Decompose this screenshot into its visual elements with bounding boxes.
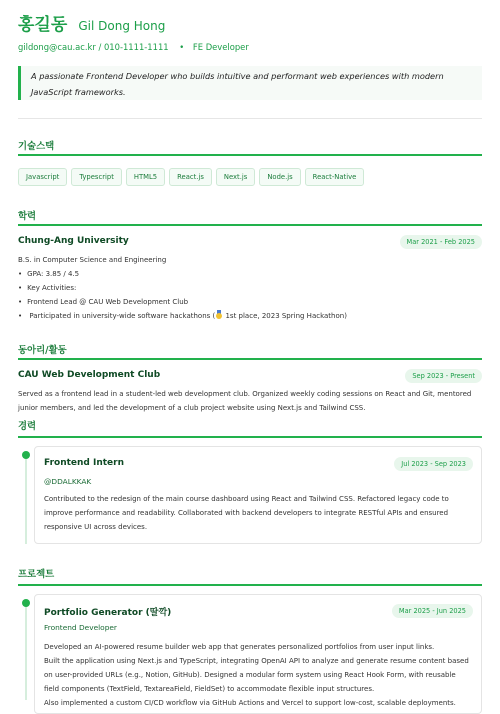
project-role: Frontend Developer	[44, 623, 117, 632]
skill-tag: HTML5	[126, 168, 165, 186]
experience-card	[34, 446, 482, 544]
project-description-line: Developed an AI-powered resume builder web app that generates personalized portfolios from user input links.	[44, 643, 435, 651]
header-divider	[18, 118, 482, 119]
skill-tag: React-Native	[305, 168, 365, 186]
project-card	[34, 594, 482, 714]
timeline-dot	[22, 599, 30, 607]
bullet-separator: •	[179, 42, 185, 52]
education-period-badge: Mar 2021 - Feb 2025	[400, 235, 482, 249]
experience-section-rule	[18, 436, 482, 438]
name-korean: 홍길동	[18, 15, 68, 35]
project-name: Portfolio Generator (딸깍)	[44, 608, 172, 618]
job-role: FE Developer	[192, 42, 249, 52]
skills-section-rule	[18, 154, 482, 156]
skill-tag: Next.js	[216, 168, 255, 186]
gpa-text: • GPA: 3.85 / 4.5	[18, 267, 79, 281]
skills-section-title: 기술스택	[18, 141, 55, 152]
contact-line	[18, 42, 249, 52]
club-section-rule	[18, 358, 482, 360]
skill-tag: Javascript	[18, 168, 67, 186]
activities-label: • Key Activities:	[18, 281, 76, 295]
experience-period-badge: Jul 2023 - Sep 2023	[394, 457, 473, 471]
activity-item	[18, 309, 347, 323]
education-section-rule	[18, 224, 482, 226]
project-description-line: Also implemented a custom CI/CD workflow via GitHub Actions and Vercel to support low-cost, scalable deployments.	[44, 699, 456, 707]
projects-section-rule	[18, 584, 482, 586]
club-section-title: 동아리/활동	[18, 345, 67, 356]
project-description-line: Built the application using Next.js and TypeScript, integrating OpenAI API to analyze and generate resume content based on user-provided URLs (e.g., Notion, GitHub). Designed a modular form system using React Hook Form, with reusable field components (TextField, TextareaField, FieldSet) to accommodate flexible input structures.	[44, 657, 469, 693]
club-period-badge: Sep 2023 - Present	[405, 369, 482, 383]
timeline-line	[25, 604, 27, 700]
school-name: Chung-Ang University	[18, 236, 129, 246]
timeline-line	[25, 456, 27, 544]
skills-list	[18, 164, 368, 186]
skill-tag: React.js	[169, 168, 212, 186]
projects-section-title: 프로젝트	[18, 569, 55, 580]
medal-icon	[215, 310, 223, 319]
company-name: @DDALKKAK	[44, 477, 92, 486]
contact-info[interactable]: gildong@cau.ac.kr / 010-1111-1111	[18, 42, 169, 52]
activity-text: 1st place, 2023 Spring Hackathon)	[223, 312, 347, 320]
experience-section-title: 경력	[18, 421, 37, 432]
skill-tag: Typescript	[71, 168, 122, 186]
education-section-title: 학력	[18, 211, 37, 222]
club-description: Served as a frontend lead in a student-led web development club. Organized weekly coding sessions on React and Git, mentored junior members, and led the development of a club project website using Next.js and Tailwind CSS.	[18, 390, 472, 412]
resume-header	[18, 10, 165, 35]
skill-tag: Node.js	[259, 168, 300, 186]
activity-item: • Frontend Lead @ CAU Web Development Club	[18, 295, 188, 309]
experience-description: Contributed to the redesign of the main course dashboard using React and Tailwind CSS. Refactored legacy code to improve performance and readability. Collaborated with backend developers to integrate RESTful APIs and ensured responsive UI across devices.	[44, 495, 449, 531]
experience-role: Frontend Intern	[44, 458, 124, 468]
project-period-badge: Mar 2025 - Jun 2025	[392, 604, 473, 618]
activity-text: Participated in university-wide software hackathons (	[29, 312, 216, 320]
degree-text: B.S. in Computer Science and Engineering	[18, 256, 167, 264]
club-name: CAU Web Development Club	[18, 370, 161, 380]
name-english: Gil Dong Hong	[78, 19, 166, 33]
summary-quote: A passionate Frontend Developer who builds intuitive and performant web experiences with modern JavaScript frameworks.	[18, 66, 482, 100]
timeline-dot	[22, 451, 30, 459]
